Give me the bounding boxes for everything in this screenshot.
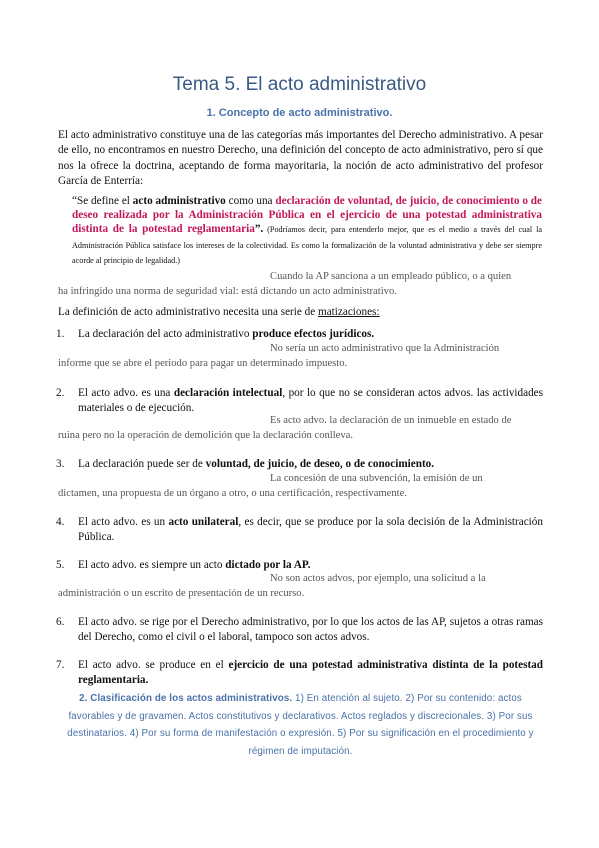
- page-title: Tema 5. El acto administrativo: [172, 74, 427, 95]
- item-bold: declaración intelectual: [173, 387, 283, 399]
- item-number: 3.: [56, 458, 65, 470]
- item-post: , por lo que no se consideran actos advos. las actividades materiales o de ejecución.: [78, 387, 544, 414]
- example-rest: ha infringido una norma de seguridad vial: está dictando un acto administrativo.: [58, 285, 397, 297]
- example-rest: administración o un escrito de presentación de un recurso.: [58, 587, 305, 599]
- example-rest: ruina pero no la operación de demolición que la declaración conlleva.: [58, 429, 354, 441]
- item-number: 4.: [56, 516, 65, 528]
- example-lead: No son actos advos, por ejemplo, una solicitud a la: [270, 573, 486, 584]
- list-item-7: [56, 658, 543, 687]
- item-text: El acto advo. se rige por el Derecho administrativo, por lo que los actos de las AP, sujetos a otras ramas del Derecho, como el civil o el laboral, tampoco son actos advos.: [78, 616, 543, 643]
- section-2-classification: [58, 690, 543, 760]
- item-bold: produce efectos jurídicos.: [252, 328, 375, 340]
- quote-note: (Podríamos decir, para entenderlo mejor, que es el medio a través del cual la Administración Pública satisface los intereses de la colectividad. Es como la formalización de la voluntad administrativa y debe ser siempre acorde al principio de legalidad.): [72, 225, 542, 265]
- item-number: 2.: [56, 387, 65, 399]
- item-post: , es decir, que se produce por la sola decisión de la Administración Pública.: [78, 516, 543, 543]
- example-item-3: [58, 472, 543, 501]
- list-item-3: [56, 457, 543, 472]
- item-number: 6.: [56, 616, 65, 628]
- example-item-2: [58, 414, 543, 443]
- section-2-heading: 2. Clasificación de los actos administrativos.: [79, 693, 293, 704]
- example-lead: Es acto advo. la declaración de un inmueble en estado de: [270, 415, 512, 426]
- item-bold: voluntad, de juicio, de deseo, o de conocimiento.: [205, 458, 435, 470]
- example-item-5: [58, 572, 543, 601]
- item-number: 1.: [56, 328, 65, 340]
- intro-paragraph: El acto administrativo constituye una de las categorías más importantes del Derecho administrativo. A pesar de ello, no encontramos en nuestro Derecho, una definición del concepto de acto administrativo, pero sí que nos la ofrece la doctrina, aceptando de forma mayoritaria, la noción de acto administrativo del profesor García de Enterría:: [58, 129, 543, 188]
- matizaciones-intro: [58, 305, 543, 320]
- list-item-1: [56, 327, 543, 342]
- item-text: El acto advo. es siempre un acto: [78, 559, 226, 571]
- definition-quote: [72, 194, 542, 268]
- quote-open: “Se define el: [72, 195, 133, 207]
- list-item-5: [56, 558, 543, 573]
- list-item-4: [56, 515, 543, 544]
- example-lead: La concesión de una subvención, la emisión de un: [270, 473, 483, 484]
- item-number: 7.: [56, 659, 65, 671]
- item-text: El acto advo. es un: [78, 516, 169, 528]
- quote-definition: declaración de voluntad, de juicio, de conocimiento o de deseo realizada por la Administración Pública en el ejercicio de una potestad administrativa distinta de la potestad reglamentaria: [72, 195, 542, 236]
- example-rest: dictamen, una propuesta de un órgano a otro, o una certificación, respectivamente.: [58, 487, 407, 499]
- item-bold: acto unilateral: [168, 516, 239, 528]
- item-text: El acto advo. es una: [78, 387, 174, 399]
- quote-close: ”.: [254, 223, 264, 236]
- matizaciones-text: La definición de acto administrativo necesita una serie de: [58, 306, 319, 318]
- item-text: La declaración puede ser de: [78, 458, 206, 470]
- section-2-body: 1) En atención al sujeto. 2) Por su contenido: actos favorables y de gravamen. Actos constitutivos y declarativos. Actos reglados y discrecionales. 3) Por sus destinatarios. 4) Por su forma de manifestación o expresión. 5) Por su significación en el procedimiento y régimen de imputación.: [67, 693, 534, 757]
- list-item-2: [56, 386, 544, 415]
- section-1-heading: 1. Concepto de acto administrativo.: [206, 107, 393, 119]
- item-text: La declaración del acto administrativo: [78, 328, 253, 340]
- list-item-6: [56, 615, 543, 644]
- item-text: El acto advo. se produce en el: [78, 659, 229, 671]
- quote-mid: como una: [225, 195, 276, 207]
- example-lead: No sería un acto administrativo que la Administración: [270, 343, 500, 354]
- item-number: 5.: [56, 559, 65, 571]
- item-bold: ejercicio de una potestad administrativa distinta de la potestad reglamentaria.: [78, 659, 543, 686]
- example-sanction: [58, 270, 543, 299]
- example-rest: informe que se abre el periodo para pagar un determinado impuesto.: [58, 357, 348, 369]
- example-lead: Cuando la AP sanciona a un empleado público, o a quien: [270, 271, 512, 282]
- item-bold: dictado por la AP.: [225, 559, 311, 571]
- quote-term: acto administrativo: [132, 195, 226, 207]
- example-item-1: [58, 342, 543, 371]
- matizaciones-underlined: matizaciones:: [318, 306, 380, 318]
